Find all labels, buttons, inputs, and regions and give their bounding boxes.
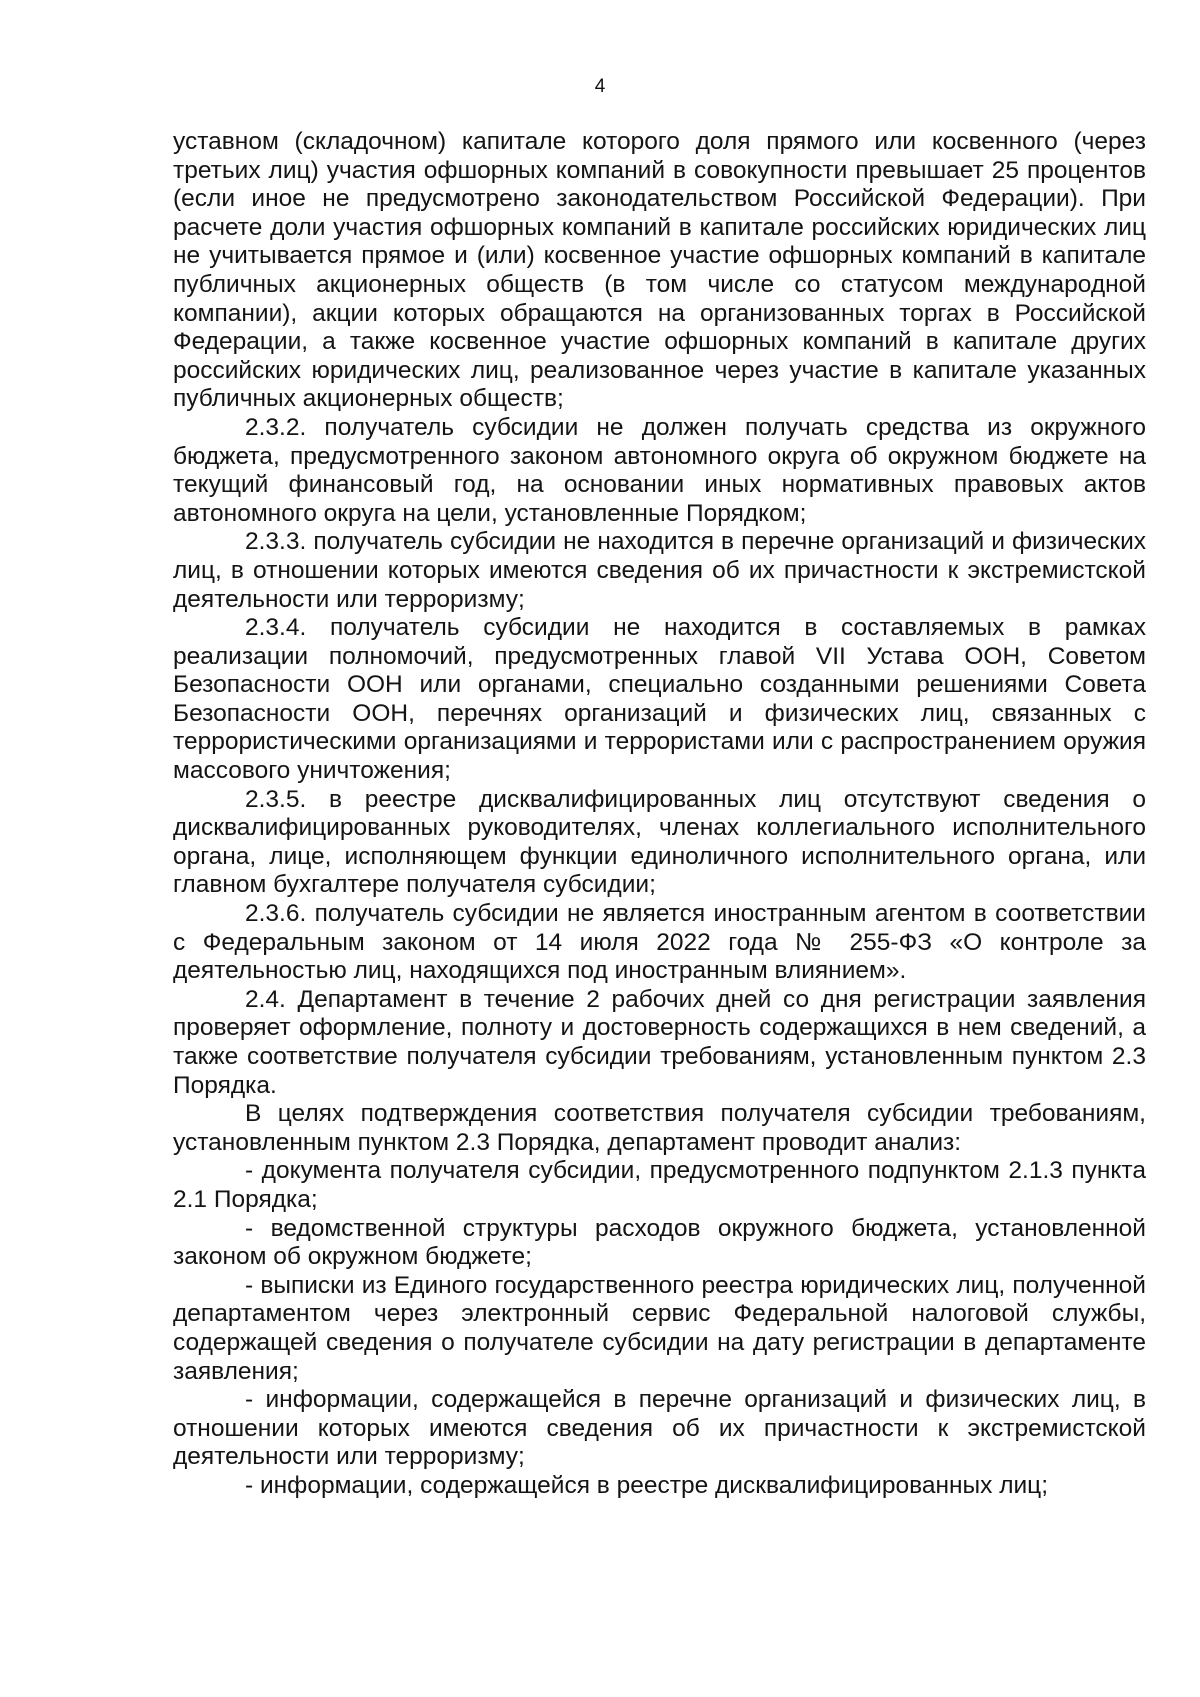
paragraph-2-3-2: 2.3.2. получатель субсидии не должен получать средства из окружного бюджета, предусмотренного законом автономного округа об окружном бюджете на текущий финансовый год, на основании иных нормативных правовых актов автономного округа на цели, установленные Порядком; [173,413,1146,527]
list-item-budget-structure: - ведомственной структуры расходов окружного бюджета, установленной законом об окружном бюджете; [173,1214,1146,1271]
list-item-extremism-list: - информации, содержащейся в перечне организаций и физических лиц, в отношении которых имеются сведения об их причастности к экстремистской деятельности или терроризму; [173,1386,1146,1471]
document-body [173,128,1146,1501]
list-item-disqualified-registry: - информации, содержащейся в реестре дисквалифицированных лиц; [245,1471,1049,1499]
paragraph-2-3-6: 2.3.6. получатель субсидии не является иностранным агентом в соответствии с Федеральным законом от 14 июля 2022 года № 255-ФЗ «О контроле за деятельностью лиц, находящихся под иностранным влиянием». [173,900,1146,985]
paragraph-offshore-participation: уставном (складочном) капитале которого доля прямого или косвенного (через третьих лиц) участия офшорных компаний в совокупности превышает 25 процентов (если иное не предусмотрено законодательством Российской Федерации). При расчете доли участия офшорных компаний в капитале российских юридических лиц не учитывается прямое и (или) косвенное участие офшорных компаний в капитале публичных акционерных обществ (в том числе со статусом международной компании), акции которых обращаются на организованных торгах в Российской Федерации, а также косвенное участие офшорных компаний в капитале других российских юридических лиц, реализованное через участие в капитале указанных публичных акционерных обществ; [173,128,1146,413]
page-number: 4 [594,76,606,97]
paragraph-2-3-4: 2.3.4. получатель субсидии не находится в составляемых в рамках реализации полномочий, предусмотренных главой VII Устава ООН, Советом Безопасности ООН или органами, специально созданными решениями Совета Безопасности ООН, перечнях организаций и физических лиц, связанных с террористическими организациями и террористами или с распространением оружия массового уничтожения; [173,614,1146,785]
list-item-egrul-extract: - выписки из Единого государственного реестра юридических лиц, полученной департаментом через электронный сервис Федеральной налоговой службы, содержащей сведения о получателе субсидии на дату регистрации в департаменте заявления; [173,1271,1146,1385]
paragraph-analysis-intro: В целях подтверждения соответствия получателя субсидии требованиям, установленным пунктом 2.3 Порядка, департамент проводит анализ: [173,1100,1146,1156]
paragraph-2-3-5: 2.3.5. в реестре дисквалифицированных лиц отсутствуют сведения о дисквалифицированных руководителях, членах коллегиального исполнительного органа, лице, исполняющем функции единоличного исполнительного органа, или главном бухгалтере получателя субсидии; [173,785,1146,899]
paragraph-2-3-3: 2.3.3. получатель субсидии не находится в перечне организаций и физических лиц, в отношении которых имеются сведения об их причастности к экстремистской деятельности или терроризму; [173,528,1146,613]
paragraph-2-4: 2.4. Департамент в течение 2 рабочих дней со дня регистрации заявления проверяет оформление, полноту и достоверность содержащихся в нем сведений, а также соответствие получателя субсидии требованиям, установленным пунктом 2.3 Порядка. [173,985,1146,1099]
list-item-document: - документа получателя субсидии, предусмотренного подпунктом 2.1.3 пункта 2.1 Порядка; [173,1157,1146,1213]
